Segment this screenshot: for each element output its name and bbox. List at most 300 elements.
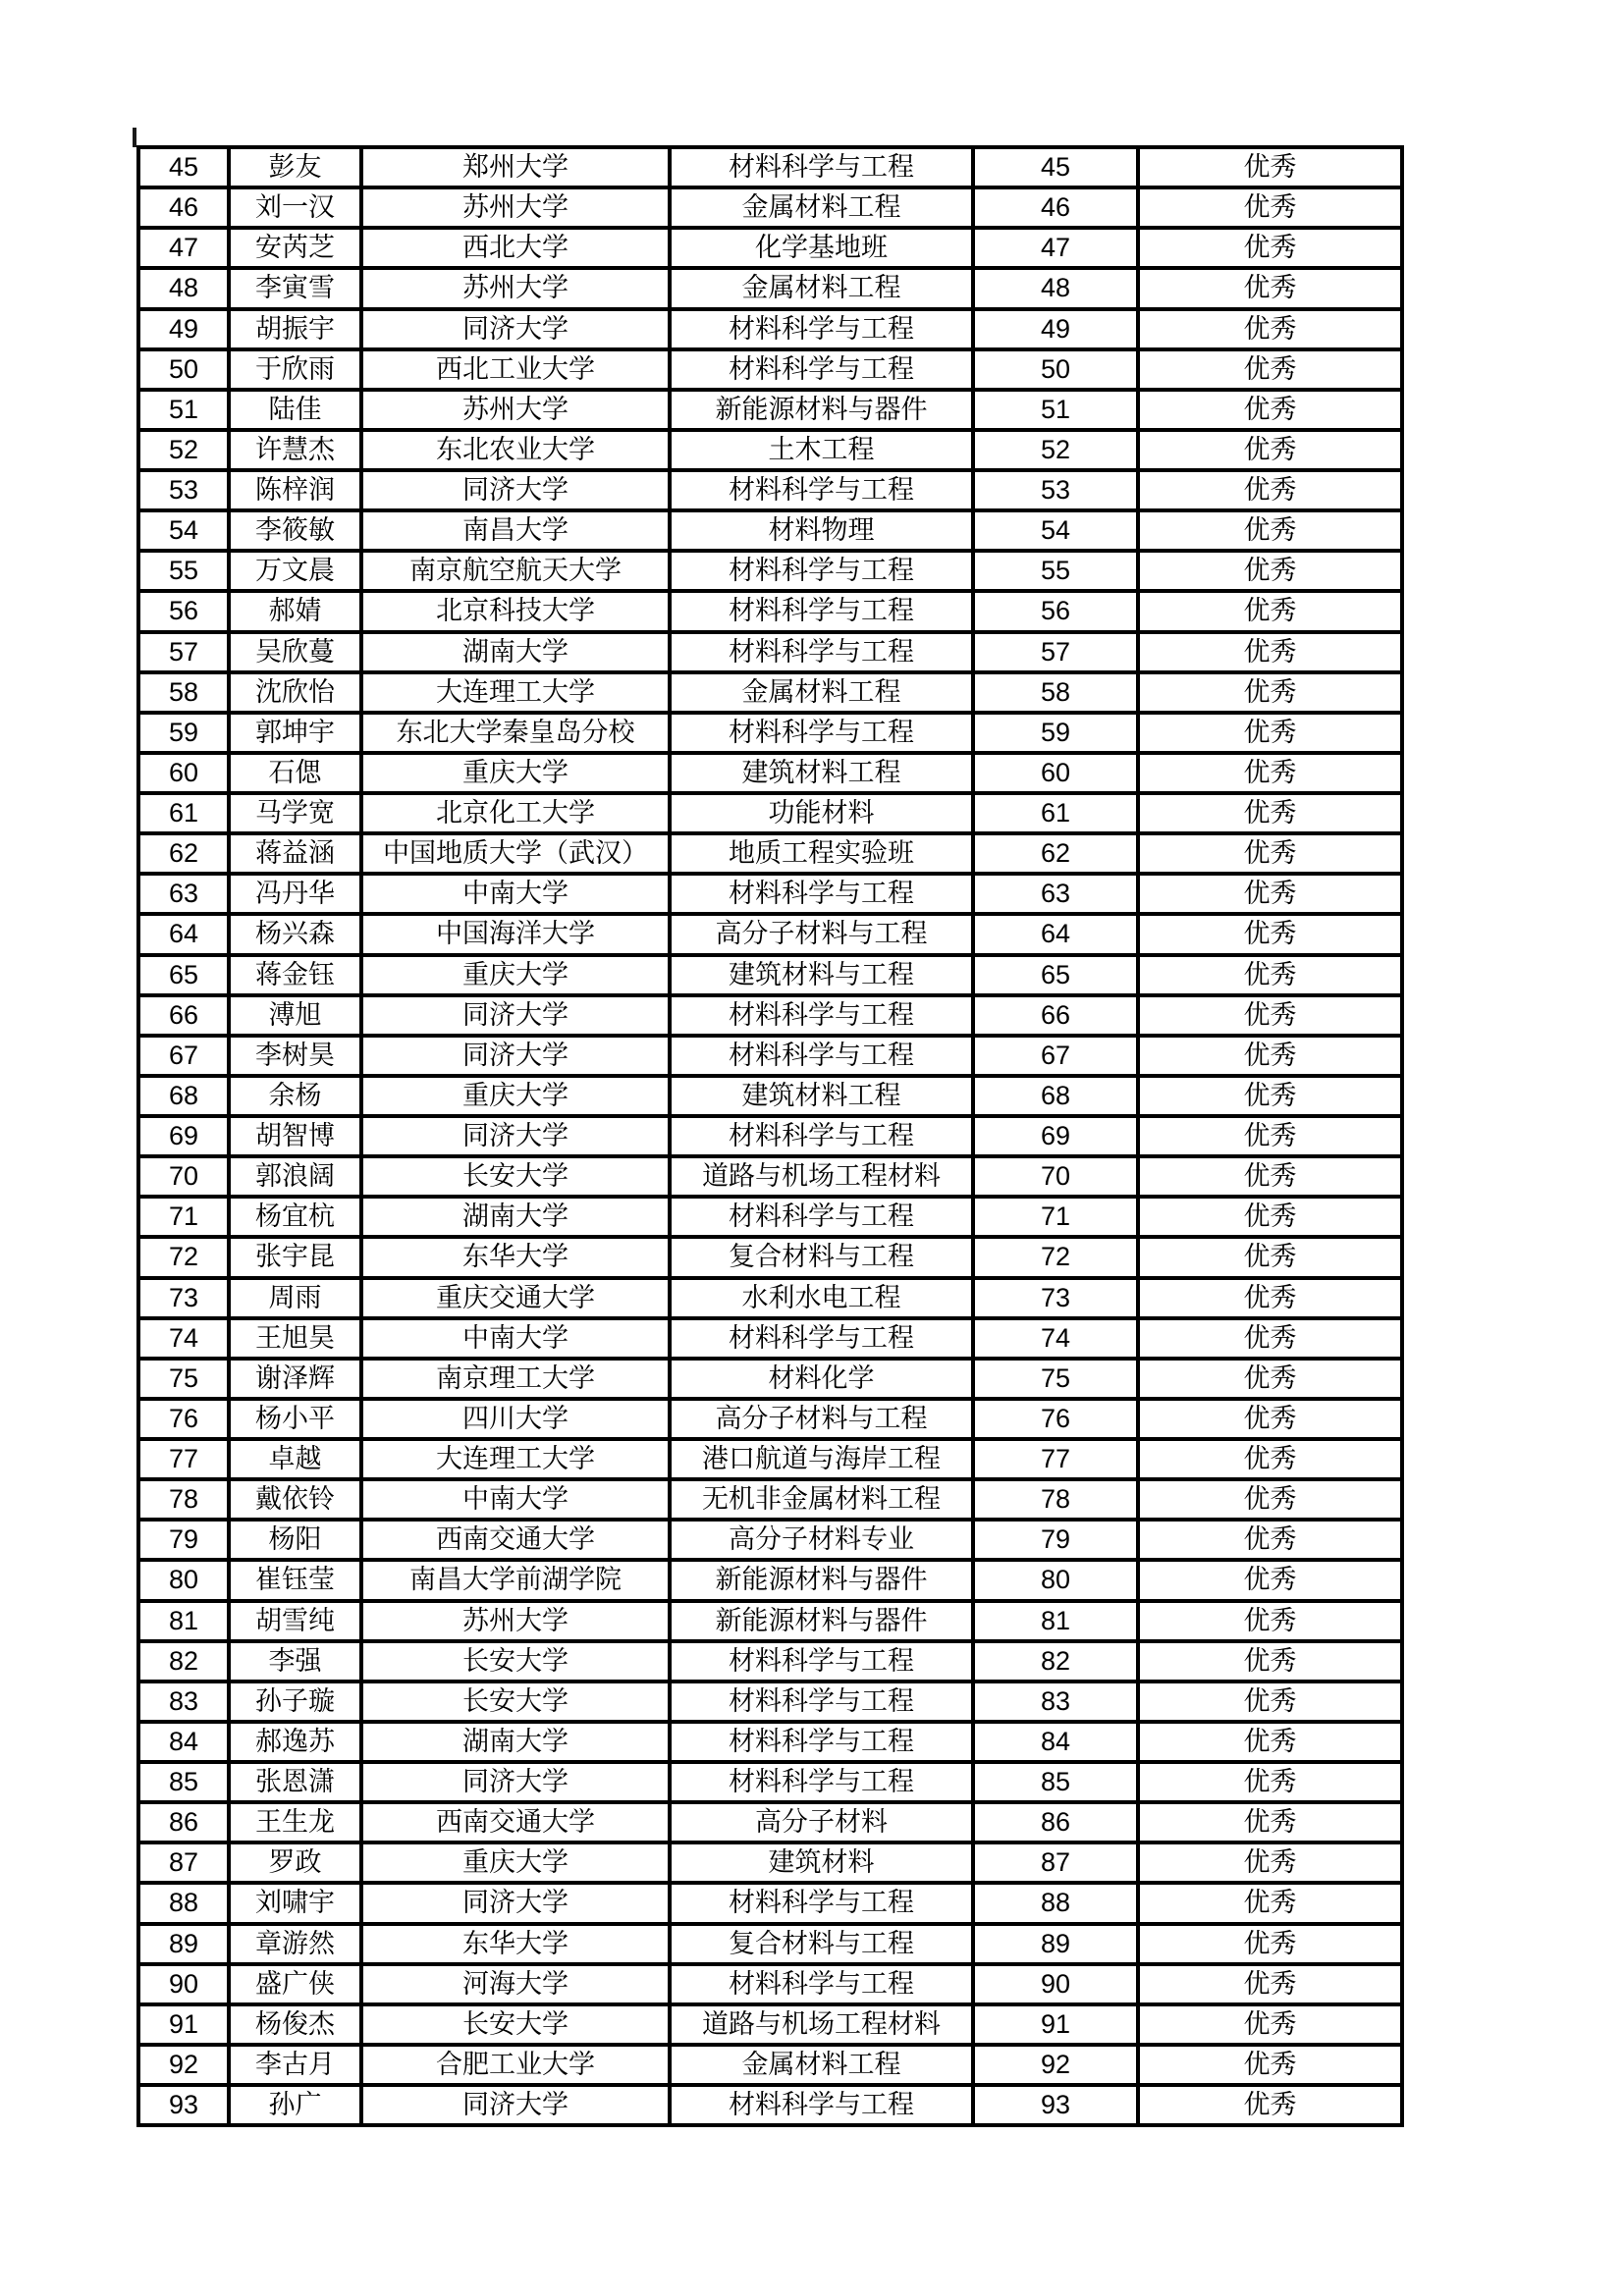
table-row: [138, 1318, 1402, 1359]
serial-number-repeat-cell: 51: [973, 390, 1138, 430]
serial-number-cell: 85: [138, 1762, 229, 1802]
serial-number-repeat-cell: 87: [973, 1842, 1138, 1883]
university-cell: 南昌大学: [361, 510, 670, 551]
evaluation-cell: 优秀: [1138, 1237, 1402, 1277]
evaluation-cell: 优秀: [1138, 2004, 1402, 2045]
major-cell: 无机非金属材料工程: [670, 1479, 973, 1520]
student-name-cell: 罗政: [229, 1842, 361, 1883]
university-cell: 同济大学: [361, 1116, 670, 1156]
student-name-cell: 许慧杰: [229, 430, 361, 470]
student-name-cell: 王生龙: [229, 1802, 361, 1842]
table-row: [138, 2085, 1402, 2125]
university-cell: 湖南大学: [361, 1197, 670, 1237]
table-row: [138, 1439, 1402, 1479]
major-cell: 材料科学与工程: [670, 1964, 973, 2004]
student-name-cell: 吴欣蔓: [229, 632, 361, 672]
serial-number-repeat-cell: 53: [973, 470, 1138, 510]
serial-number-repeat-cell: 70: [973, 1156, 1138, 1197]
student-name-cell: 沈欣怡: [229, 672, 361, 713]
evaluation-cell: 优秀: [1138, 833, 1402, 874]
university-cell: 同济大学: [361, 309, 670, 349]
student-roster-table: [136, 145, 1404, 2127]
student-name-cell: 李寅雪: [229, 268, 361, 308]
evaluation-cell: 优秀: [1138, 591, 1402, 631]
serial-number-cell: 52: [138, 430, 229, 470]
serial-number-cell: 58: [138, 672, 229, 713]
serial-number-cell: 67: [138, 1036, 229, 1076]
serial-number-repeat-cell: 48: [973, 268, 1138, 308]
student-name-cell: 杨俊杰: [229, 2004, 361, 2045]
evaluation-cell: 优秀: [1138, 1802, 1402, 1842]
serial-number-cell: 71: [138, 1197, 229, 1237]
student-name-cell: 郭浪阔: [229, 1156, 361, 1197]
major-cell: 材料化学: [670, 1359, 973, 1399]
table-row: [138, 2045, 1402, 2085]
student-name-cell: 冯丹华: [229, 874, 361, 914]
major-cell: 材料科学与工程: [670, 1036, 973, 1076]
serial-number-cell: 51: [138, 390, 229, 430]
evaluation-cell: 优秀: [1138, 1359, 1402, 1399]
university-cell: 北京化工大学: [361, 793, 670, 833]
table-row: [138, 1560, 1402, 1600]
evaluation-cell: 优秀: [1138, 1479, 1402, 1520]
serial-number-repeat-cell: 93: [973, 2085, 1138, 2125]
table-row: [138, 470, 1402, 510]
serial-number-cell: 76: [138, 1399, 229, 1439]
university-cell: 大连理工大学: [361, 672, 670, 713]
evaluation-cell: 优秀: [1138, 1197, 1402, 1237]
student-name-cell: 石偲: [229, 753, 361, 793]
serial-number-cell: 74: [138, 1318, 229, 1359]
major-cell: 高分子材料专业: [670, 1520, 973, 1560]
evaluation-cell: 优秀: [1138, 1842, 1402, 1883]
serial-number-repeat-cell: 90: [973, 1964, 1138, 2004]
university-cell: 长安大学: [361, 2004, 670, 2045]
student-name-cell: 蒋金钰: [229, 955, 361, 995]
major-cell: 复合材料与工程: [670, 1237, 973, 1277]
major-cell: 材料科学与工程: [670, 1722, 973, 1762]
serial-number-repeat-cell: 49: [973, 309, 1138, 349]
evaluation-cell: 优秀: [1138, 2045, 1402, 2085]
major-cell: 材料科学与工程: [670, 551, 973, 591]
serial-number-cell: 78: [138, 1479, 229, 1520]
table-row: [138, 1359, 1402, 1399]
serial-number-cell: 66: [138, 995, 229, 1036]
evaluation-cell: 优秀: [1138, 1682, 1402, 1722]
serial-number-repeat-cell: 59: [973, 713, 1138, 753]
serial-number-cell: 61: [138, 793, 229, 833]
serial-number-repeat-cell: 50: [973, 349, 1138, 390]
serial-number-repeat-cell: 92: [973, 2045, 1138, 2085]
evaluation-cell: 优秀: [1138, 1762, 1402, 1802]
evaluation-cell: 优秀: [1138, 349, 1402, 390]
table-row: [138, 268, 1402, 308]
student-name-cell: 孙子璇: [229, 1682, 361, 1722]
university-cell: 长安大学: [361, 1682, 670, 1722]
serial-number-cell: 87: [138, 1842, 229, 1883]
major-cell: 功能材料: [670, 793, 973, 833]
serial-number-cell: 60: [138, 753, 229, 793]
student-name-cell: 溥旭: [229, 995, 361, 1036]
serial-number-repeat-cell: 57: [973, 632, 1138, 672]
major-cell: 新能源材料与器件: [670, 390, 973, 430]
major-cell: 材料科学与工程: [670, 874, 973, 914]
serial-number-cell: 84: [138, 1722, 229, 1762]
serial-number-cell: 88: [138, 1883, 229, 1923]
major-cell: 建筑材料: [670, 1842, 973, 1883]
table-row: [138, 833, 1402, 874]
serial-number-cell: 57: [138, 632, 229, 672]
table-row: [138, 1682, 1402, 1722]
major-cell: 材料科学与工程: [670, 470, 973, 510]
serial-number-repeat-cell: 55: [973, 551, 1138, 591]
serial-number-cell: 72: [138, 1237, 229, 1277]
major-cell: 地质工程实验班: [670, 833, 973, 874]
table-row: [138, 1964, 1402, 2004]
university-cell: 重庆大学: [361, 955, 670, 995]
student-name-cell: 李强: [229, 1641, 361, 1682]
student-name-cell: 胡智博: [229, 1116, 361, 1156]
student-name-cell: 陆佳: [229, 390, 361, 430]
major-cell: 高分子材料与工程: [670, 914, 973, 954]
student-name-cell: 杨阳: [229, 1520, 361, 1560]
table-row: [138, 430, 1402, 470]
student-name-cell: 张恩潇: [229, 1762, 361, 1802]
student-name-cell: 李筱敏: [229, 510, 361, 551]
serial-number-repeat-cell: 78: [973, 1479, 1138, 1520]
evaluation-cell: 优秀: [1138, 1924, 1402, 1964]
major-cell: 材料科学与工程: [670, 2085, 973, 2125]
major-cell: 高分子材料与工程: [670, 1399, 973, 1439]
university-cell: 中国海洋大学: [361, 914, 670, 954]
serial-number-cell: 48: [138, 268, 229, 308]
student-name-cell: 李树昊: [229, 1036, 361, 1076]
evaluation-cell: 优秀: [1138, 1156, 1402, 1197]
evaluation-cell: 优秀: [1138, 1116, 1402, 1156]
major-cell: 材料科学与工程: [670, 1883, 973, 1923]
university-cell: 重庆大学: [361, 753, 670, 793]
university-cell: 合肥工业大学: [361, 2045, 670, 2085]
student-name-cell: 彭友: [229, 147, 361, 187]
serial-number-cell: 46: [138, 187, 229, 228]
serial-number-repeat-cell: 65: [973, 955, 1138, 995]
university-cell: 苏州大学: [361, 187, 670, 228]
serial-number-cell: 77: [138, 1439, 229, 1479]
student-name-cell: 李古月: [229, 2045, 361, 2085]
table-row: [138, 1762, 1402, 1802]
student-name-cell: 杨小平: [229, 1399, 361, 1439]
evaluation-cell: 优秀: [1138, 551, 1402, 591]
student-name-cell: 马学宽: [229, 793, 361, 833]
university-cell: 同济大学: [361, 2085, 670, 2125]
university-cell: 中国地质大学（武汉）: [361, 833, 670, 874]
serial-number-cell: 45: [138, 147, 229, 187]
evaluation-cell: 优秀: [1138, 470, 1402, 510]
table-row: [138, 955, 1402, 995]
serial-number-cell: 79: [138, 1520, 229, 1560]
major-cell: 金属材料工程: [670, 187, 973, 228]
evaluation-cell: 优秀: [1138, 1399, 1402, 1439]
major-cell: 港口航道与海岸工程: [670, 1439, 973, 1479]
evaluation-cell: 优秀: [1138, 995, 1402, 1036]
table-row: [138, 2004, 1402, 2045]
student-name-cell: 郝婧: [229, 591, 361, 631]
serial-number-cell: 63: [138, 874, 229, 914]
student-name-cell: 于欣雨: [229, 349, 361, 390]
serial-number-repeat-cell: 66: [973, 995, 1138, 1036]
university-cell: 西南交通大学: [361, 1520, 670, 1560]
major-cell: 新能源材料与器件: [670, 1560, 973, 1600]
university-cell: 大连理工大学: [361, 1439, 670, 1479]
serial-number-repeat-cell: 46: [973, 187, 1138, 228]
university-cell: 西南交通大学: [361, 1802, 670, 1842]
university-cell: 湖南大学: [361, 1722, 670, 1762]
university-cell: 同济大学: [361, 470, 670, 510]
university-cell: 东北大学秦皇岛分校: [361, 713, 670, 753]
serial-number-cell: 49: [138, 309, 229, 349]
major-cell: 材料科学与工程: [670, 1318, 973, 1359]
table-row: [138, 1802, 1402, 1842]
major-cell: 新能源材料与器件: [670, 1601, 973, 1641]
evaluation-cell: 优秀: [1138, 753, 1402, 793]
evaluation-cell: 优秀: [1138, 713, 1402, 753]
university-cell: 重庆大学: [361, 1076, 670, 1116]
student-name-cell: 崔钰莹: [229, 1560, 361, 1600]
university-cell: 四川大学: [361, 1399, 670, 1439]
student-name-cell: 刘一汉: [229, 187, 361, 228]
student-name-cell: 周雨: [229, 1278, 361, 1318]
university-cell: 同济大学: [361, 1762, 670, 1802]
table-row: [138, 510, 1402, 551]
serial-number-repeat-cell: 91: [973, 2004, 1138, 2045]
university-cell: 苏州大学: [361, 390, 670, 430]
serial-number-repeat-cell: 79: [973, 1520, 1138, 1560]
serial-number-repeat-cell: 84: [973, 1722, 1138, 1762]
evaluation-cell: 优秀: [1138, 1560, 1402, 1600]
student-name-cell: 卓越: [229, 1439, 361, 1479]
table-row: [138, 1883, 1402, 1923]
major-cell: 建筑材料与工程: [670, 955, 973, 995]
university-cell: 南京航空航天大学: [361, 551, 670, 591]
table-row: [138, 228, 1402, 268]
serial-number-cell: 62: [138, 833, 229, 874]
major-cell: 材料科学与工程: [670, 1641, 973, 1682]
serial-number-repeat-cell: 45: [973, 147, 1138, 187]
table-corner-scan-artifact: [133, 128, 136, 147]
university-cell: 河海大学: [361, 1964, 670, 2004]
university-cell: 同济大学: [361, 995, 670, 1036]
student-name-cell: 章游然: [229, 1924, 361, 1964]
serial-number-repeat-cell: 69: [973, 1116, 1138, 1156]
evaluation-cell: 优秀: [1138, 1964, 1402, 2004]
table-row: [138, 1601, 1402, 1641]
student-name-cell: 安芮芝: [229, 228, 361, 268]
student-name-cell: 蒋益涵: [229, 833, 361, 874]
serial-number-repeat-cell: 58: [973, 672, 1138, 713]
table-row: [138, 591, 1402, 631]
student-name-cell: 陈梓润: [229, 470, 361, 510]
table-row: [138, 1479, 1402, 1520]
table-row: [138, 1520, 1402, 1560]
student-name-cell: 郝逸苏: [229, 1722, 361, 1762]
university-cell: 中南大学: [361, 1479, 670, 1520]
university-cell: 中南大学: [361, 1318, 670, 1359]
evaluation-cell: 优秀: [1138, 1883, 1402, 1923]
evaluation-cell: 优秀: [1138, 1076, 1402, 1116]
major-cell: 材料科学与工程: [670, 349, 973, 390]
serial-number-cell: 73: [138, 1278, 229, 1318]
serial-number-repeat-cell: 56: [973, 591, 1138, 631]
evaluation-cell: 优秀: [1138, 390, 1402, 430]
major-cell: 道路与机场工程材料: [670, 2004, 973, 2045]
table-row: [138, 1197, 1402, 1237]
major-cell: 材料科学与工程: [670, 995, 973, 1036]
major-cell: 材料科学与工程: [670, 591, 973, 631]
serial-number-repeat-cell: 68: [973, 1076, 1138, 1116]
major-cell: 道路与机场工程材料: [670, 1156, 973, 1197]
student-name-cell: 万文晨: [229, 551, 361, 591]
table-row: [138, 914, 1402, 954]
major-cell: 水利水电工程: [670, 1278, 973, 1318]
student-name-cell: 王旭昊: [229, 1318, 361, 1359]
serial-number-repeat-cell: 73: [973, 1278, 1138, 1318]
serial-number-cell: 47: [138, 228, 229, 268]
serial-number-repeat-cell: 86: [973, 1802, 1138, 1842]
major-cell: 材料科学与工程: [670, 309, 973, 349]
serial-number-repeat-cell: 75: [973, 1359, 1138, 1399]
serial-number-cell: 83: [138, 1682, 229, 1722]
major-cell: 复合材料与工程: [670, 1924, 973, 1964]
table-row: [138, 874, 1402, 914]
evaluation-cell: 优秀: [1138, 228, 1402, 268]
student-name-cell: 余杨: [229, 1076, 361, 1116]
major-cell: 建筑材料工程: [670, 753, 973, 793]
major-cell: 化学基地班: [670, 228, 973, 268]
table-row: [138, 632, 1402, 672]
student-name-cell: 杨宜杭: [229, 1197, 361, 1237]
evaluation-cell: 优秀: [1138, 955, 1402, 995]
university-cell: 东华大学: [361, 1237, 670, 1277]
serial-number-repeat-cell: 67: [973, 1036, 1138, 1076]
university-cell: 郑州大学: [361, 147, 670, 187]
evaluation-cell: 优秀: [1138, 1601, 1402, 1641]
university-cell: 北京科技大学: [361, 591, 670, 631]
serial-number-repeat-cell: 52: [973, 430, 1138, 470]
evaluation-cell: 优秀: [1138, 914, 1402, 954]
serial-number-cell: 75: [138, 1359, 229, 1399]
evaluation-cell: 优秀: [1138, 268, 1402, 308]
serial-number-cell: 56: [138, 591, 229, 631]
serial-number-repeat-cell: 83: [973, 1682, 1138, 1722]
student-name-cell: 张宇昆: [229, 1237, 361, 1277]
university-cell: 重庆大学: [361, 1842, 670, 1883]
student-roster-table-body: [138, 147, 1402, 2125]
university-cell: 东北农业大学: [361, 430, 670, 470]
university-cell: 西北工业大学: [361, 349, 670, 390]
evaluation-cell: 优秀: [1138, 309, 1402, 349]
university-cell: 长安大学: [361, 1156, 670, 1197]
serial-number-cell: 93: [138, 2085, 229, 2125]
evaluation-cell: 优秀: [1138, 672, 1402, 713]
serial-number-repeat-cell: 62: [973, 833, 1138, 874]
serial-number-cell: 64: [138, 914, 229, 954]
university-cell: 南昌大学前湖学院: [361, 1560, 670, 1600]
evaluation-cell: 优秀: [1138, 1722, 1402, 1762]
university-cell: 中南大学: [361, 874, 670, 914]
table-row: [138, 147, 1402, 187]
serial-number-cell: 53: [138, 470, 229, 510]
table-row: [138, 1641, 1402, 1682]
table-row: [138, 1924, 1402, 1964]
university-cell: 苏州大学: [361, 268, 670, 308]
evaluation-cell: 优秀: [1138, 874, 1402, 914]
major-cell: 材料科学与工程: [670, 1682, 973, 1722]
table-row: [138, 1278, 1402, 1318]
table-row: [138, 1842, 1402, 1883]
table-row: [138, 672, 1402, 713]
evaluation-cell: 优秀: [1138, 632, 1402, 672]
major-cell: 材料物理: [670, 510, 973, 551]
evaluation-cell: 优秀: [1138, 2085, 1402, 2125]
serial-number-cell: 59: [138, 713, 229, 753]
serial-number-cell: 50: [138, 349, 229, 390]
student-name-cell: 胡振宇: [229, 309, 361, 349]
evaluation-cell: 优秀: [1138, 187, 1402, 228]
evaluation-cell: 优秀: [1138, 430, 1402, 470]
evaluation-cell: 优秀: [1138, 1439, 1402, 1479]
serial-number-repeat-cell: 85: [973, 1762, 1138, 1802]
student-name-cell: 郭坤宇: [229, 713, 361, 753]
serial-number-repeat-cell: 60: [973, 753, 1138, 793]
serial-number-cell: 90: [138, 1964, 229, 2004]
serial-number-repeat-cell: 77: [973, 1439, 1138, 1479]
evaluation-cell: 优秀: [1138, 1520, 1402, 1560]
serial-number-repeat-cell: 54: [973, 510, 1138, 551]
major-cell: 材料科学与工程: [670, 1197, 973, 1237]
major-cell: 金属材料工程: [670, 268, 973, 308]
evaluation-cell: 优秀: [1138, 1036, 1402, 1076]
serial-number-cell: 69: [138, 1116, 229, 1156]
table-row: [138, 1076, 1402, 1116]
major-cell: 材料科学与工程: [670, 1116, 973, 1156]
serial-number-cell: 68: [138, 1076, 229, 1116]
serial-number-cell: 55: [138, 551, 229, 591]
table-row: [138, 1156, 1402, 1197]
serial-number-repeat-cell: 88: [973, 1883, 1138, 1923]
university-cell: 同济大学: [361, 1036, 670, 1076]
student-name-cell: 杨兴森: [229, 914, 361, 954]
university-cell: 长安大学: [361, 1641, 670, 1682]
table-row: [138, 309, 1402, 349]
serial-number-cell: 89: [138, 1924, 229, 1964]
evaluation-cell: 优秀: [1138, 793, 1402, 833]
student-name-cell: 盛广侠: [229, 1964, 361, 2004]
student-name-cell: 刘啸宇: [229, 1883, 361, 1923]
university-cell: 苏州大学: [361, 1601, 670, 1641]
university-cell: 重庆交通大学: [361, 1278, 670, 1318]
major-cell: 材料科学与工程: [670, 713, 973, 753]
table-row: [138, 1036, 1402, 1076]
serial-number-cell: 81: [138, 1601, 229, 1641]
table-row: [138, 1722, 1402, 1762]
table-row: [138, 390, 1402, 430]
evaluation-cell: 优秀: [1138, 1278, 1402, 1318]
serial-number-cell: 91: [138, 2004, 229, 2045]
serial-number-repeat-cell: 76: [973, 1399, 1138, 1439]
university-cell: 湖南大学: [361, 632, 670, 672]
student-name-cell: 谢泽辉: [229, 1359, 361, 1399]
serial-number-repeat-cell: 71: [973, 1197, 1138, 1237]
